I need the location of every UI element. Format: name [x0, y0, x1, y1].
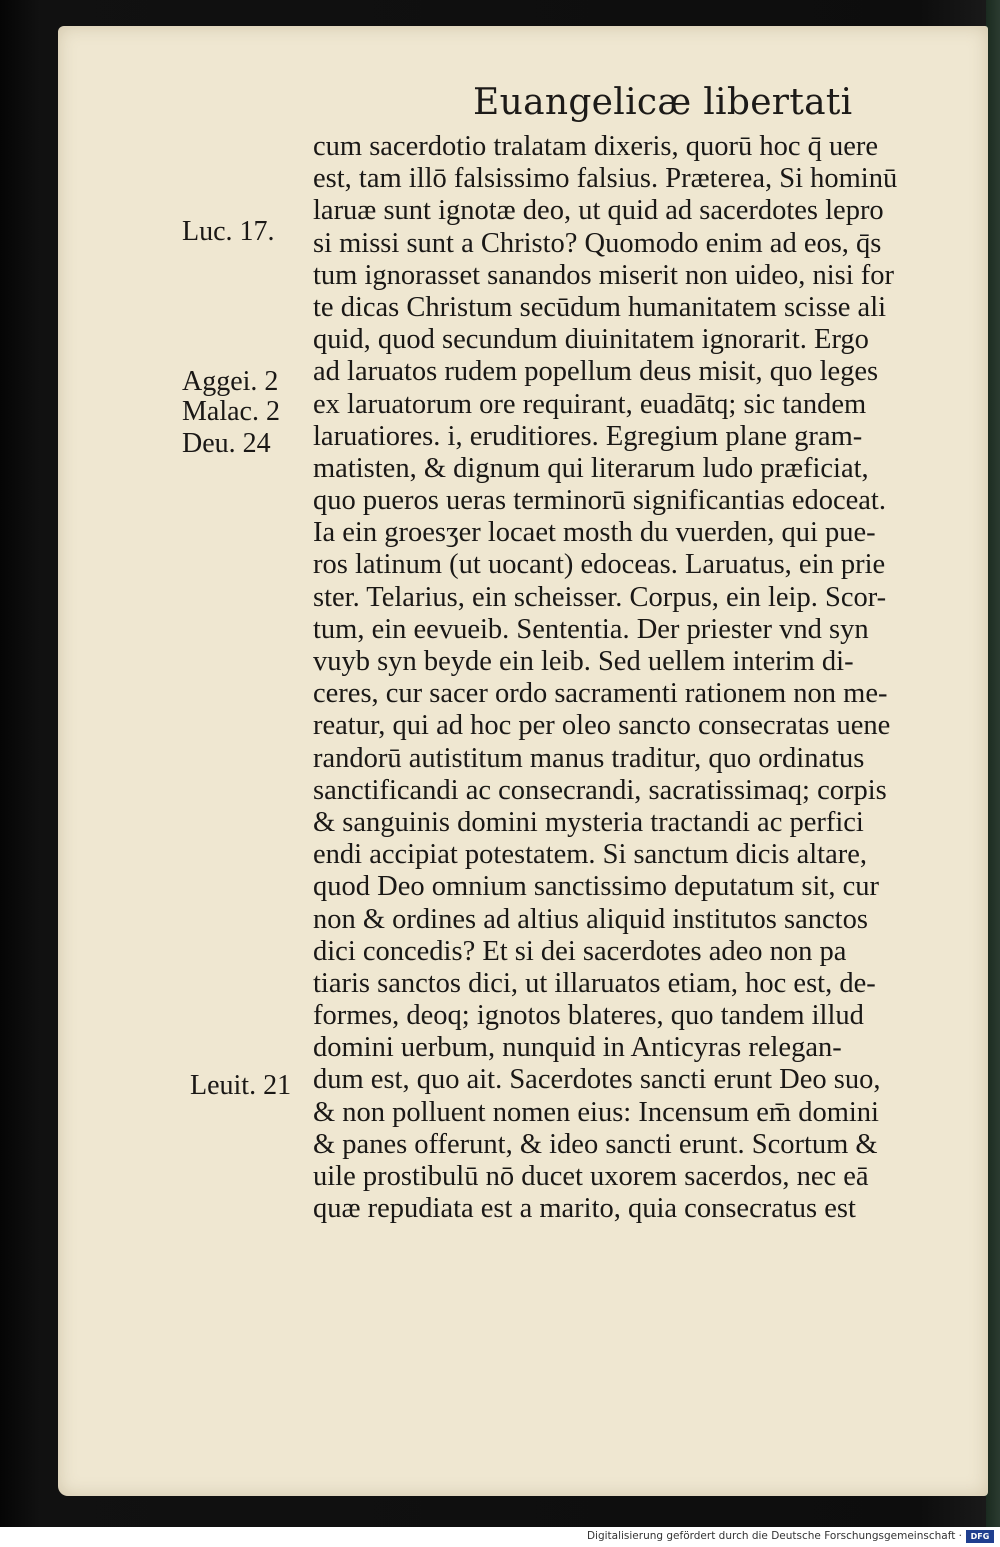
dfg-logo: DFG	[966, 1530, 994, 1543]
text-line: dici concedis? Et si dei sacerdotes adeo non pa	[313, 935, 847, 967]
text-line: endi accipiat potestatem. Si sanctum dicis altare,	[313, 839, 867, 871]
funding-credit: Digitalisierung gefördert durch die Deutsche Forschungsgemeinschaft ·	[586, 1530, 962, 1542]
text-line: tum ignorasset sanandos miserit non uideo, nisi for	[313, 259, 895, 291]
text-line: quæ repudiata est a marito, quia consecratus est	[313, 1193, 856, 1225]
text-line: ceres, cur sacer ordo sacramenti rationem non me-	[313, 678, 888, 710]
text-line: vuyb syn beyde ein leib. Sed uellem interim di-	[313, 646, 854, 677]
text-line: tum, ein eevueib. Sententia. Der priester vnd syn	[313, 613, 869, 645]
text-line: & non polluent nomen eius: Incensum em̄ domini	[313, 1096, 879, 1128]
text-line: sanctificandi ac consecrandi, sacratissimaq; corpis	[313, 774, 887, 806]
text-line: laruatiores. i, eruditiores. Egregium plane gram-	[313, 420, 863, 452]
text-line: formes, deoq; ignotos blateres, quo tandem illud	[313, 1000, 864, 1032]
margin-note-leuit: Leuit. 21	[190, 1070, 292, 1101]
text-line: reatur, qui ad hoc per oleo sancto consecratas uene	[313, 710, 891, 742]
margin-note-malac: Malac. 2	[182, 396, 280, 427]
text-line: si missi sunt a Christo? Quomodo enim ad eos, q̄s	[313, 227, 882, 259]
text-line: ros latinum (ut uocant) edoceas. Laruatus, ein prie	[313, 549, 886, 581]
text-line: matisten, & dignum qui literarum ludo præficiat,	[313, 452, 869, 484]
margin-note-deu: Deu. 24	[182, 428, 271, 459]
text-line: uile prostibulū nō ducet uxorem sacerdos, nec eā	[313, 1161, 869, 1192]
text-line: quid, quod secundum diuinitatem ignorarit. Ergo	[313, 324, 869, 356]
text-line: laruæ sunt ignotæ deo, ut quid ad sacerdotes lepro	[313, 195, 884, 227]
text-line: ad laruatos rudem popellum deus misit, quo leges	[313, 356, 879, 388]
text-line: dum est, quo ait. Sacerdotes sancti erunt Deo suo,	[313, 1064, 881, 1096]
book-cover-edge	[986, 0, 1000, 1527]
text-line: & panes offerunt, & ideo sancti erunt. Scortum &	[313, 1128, 878, 1160]
text-line: te dicas Christum secūdum humanitatem scisse ali	[313, 291, 887, 323]
text-line: quo pueros ueras terminorū significantias edoceat.	[313, 485, 886, 517]
text-line: & sanguinis domini mysteria tractandi ac perfici	[313, 806, 864, 838]
text-line: tiaris sanctos dici, ut illaruatos etiam, hoc est, de-	[313, 967, 876, 999]
text-line: quod Deo omnium sanctissimo deputatum sit, cur	[313, 871, 879, 903]
text-line: est, tam illō falsissimo falsius. Præterea, Si hominū	[313, 163, 898, 195]
text-line: domini uerbum, nunquid in Anticyras relegan-	[313, 1032, 842, 1064]
text-line: non & ordines ad altius aliquid institutos sanctos	[313, 903, 868, 935]
body-text	[313, 131, 973, 1225]
text-line: ster. Telarius, ein scheisser. Corpus, ein leip. Scor-	[313, 581, 887, 613]
text-line: cum sacerdotio tralatam dixeris, quorū hoc q̄ uere	[313, 131, 879, 162]
running-header: Euangelicæ libertati	[473, 82, 853, 123]
margin-note-aggei: Aggei. 2	[182, 366, 279, 397]
text-line: Ia ein groesʒer locaet mosth du vuerden, qui pue-	[313, 517, 876, 549]
book-page	[58, 26, 988, 1496]
text-line: ex laruatorum ore requirant, euadātq; sic tandem	[313, 388, 867, 420]
margin-note-luc: Luc. 17.	[182, 216, 275, 247]
text-line: randorū autistitum manus traditur, quo ordinatus	[313, 742, 865, 774]
footer-bar	[0, 1527, 1000, 1547]
